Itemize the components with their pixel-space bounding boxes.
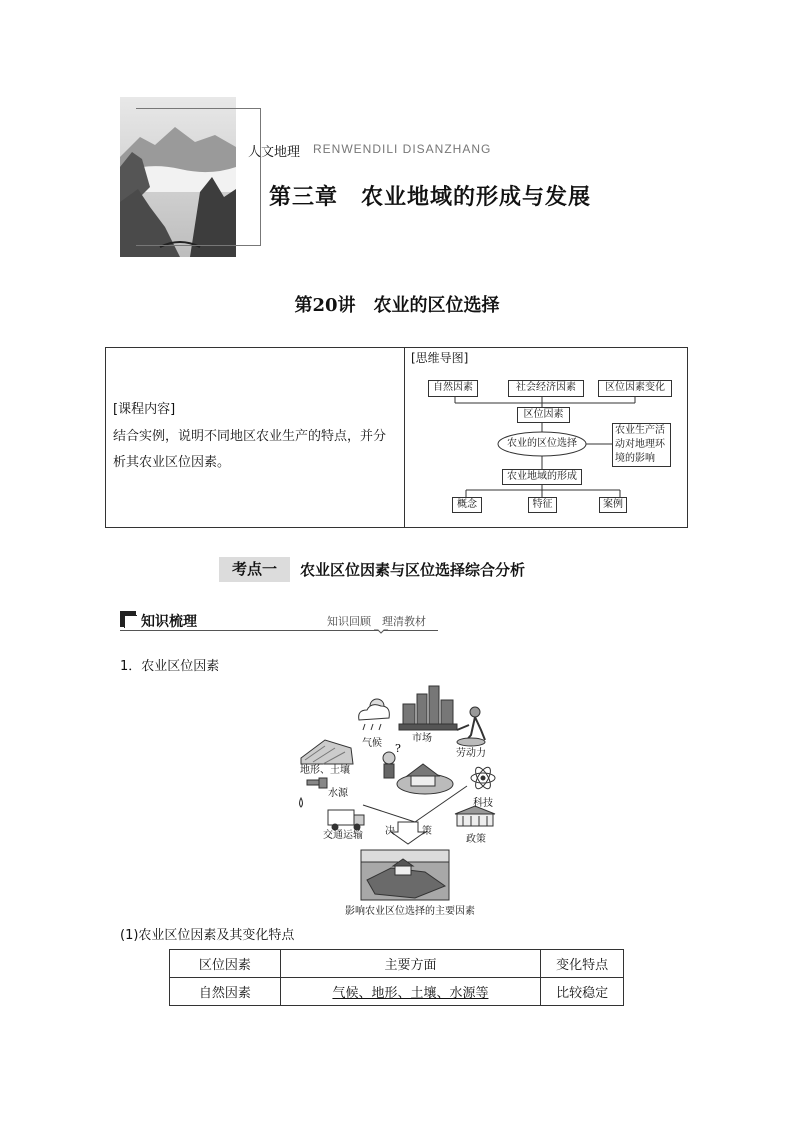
course-text: 结合实例，说明不同地区农业生产的特点，并分析其农业区位因素。 bbox=[113, 429, 387, 470]
mindmap-node-change: 区位因素变化 bbox=[598, 380, 672, 397]
decision-arrow-icon bbox=[391, 822, 425, 844]
tech-icon bbox=[471, 765, 495, 791]
table-header-row bbox=[170, 950, 624, 978]
rule-notch-icon bbox=[374, 627, 388, 634]
label-climate: 气候 bbox=[362, 738, 382, 749]
mindmap-node-formation: 农业地域的形成 bbox=[502, 469, 582, 485]
knowledge-rule bbox=[120, 630, 438, 631]
svg-text:?: ? bbox=[395, 742, 401, 755]
policy-icon bbox=[455, 806, 495, 826]
mindmap-node-cases: 案例 bbox=[599, 497, 627, 513]
table-cell: 比较稳定 bbox=[541, 978, 624, 1006]
chapter-title: 第三章 农业地域的形成与发展 bbox=[269, 185, 592, 210]
market-icon bbox=[399, 686, 457, 730]
mindmap-node-natural: 自然因素 bbox=[428, 380, 478, 397]
kaodian-title: 农业区位因素与区位选择综合分析 bbox=[300, 561, 526, 579]
mindmap-node-concept: 概念 bbox=[452, 497, 482, 513]
label-labor: 劳动力 bbox=[456, 748, 486, 759]
label-water: 水源 bbox=[328, 788, 348, 799]
label-market: 市场 bbox=[412, 733, 432, 744]
farmhouse-icon bbox=[397, 764, 453, 794]
header-frame bbox=[136, 108, 261, 246]
kaodian-badge: 考点一 bbox=[219, 557, 290, 582]
table-header: 变化特点 bbox=[541, 950, 624, 978]
water-icon bbox=[300, 778, 328, 807]
mindmap-node-center: 农业的区位选择 bbox=[507, 438, 577, 449]
series-label: 人文地理 bbox=[248, 145, 301, 160]
subsection-heading: (1)农业区位因素及其变化特点 bbox=[120, 928, 295, 943]
knowledge-subtitle: 知识回顾 理清教材 bbox=[327, 615, 426, 628]
mindmap-node-socioeconomic: 社会经济因素 bbox=[508, 380, 584, 397]
course-heading: [课程内容] bbox=[113, 402, 176, 417]
farmer-icon bbox=[383, 742, 401, 778]
factors-table bbox=[169, 949, 624, 1006]
table-header: 区位因素 bbox=[170, 950, 281, 978]
farm-scene-image bbox=[361, 850, 449, 900]
table-row bbox=[170, 978, 624, 1006]
table-cell: 自然因素 bbox=[170, 978, 281, 1006]
label-tech: 科技 bbox=[473, 798, 493, 809]
label-decide-2: 策 bbox=[422, 826, 432, 837]
label-transport: 交通运输 bbox=[323, 830, 363, 841]
mindmap-node-impact: 农业生产活动对地理环境的影响 bbox=[612, 423, 671, 467]
knowledge-title: 知识梳理 bbox=[141, 614, 197, 630]
section1-heading: 1．农业区位因素 bbox=[120, 659, 220, 674]
table-header: 主要方面 bbox=[280, 950, 540, 978]
series-label-en: RENWENDILI DISANZHANG bbox=[313, 142, 492, 156]
labor-icon bbox=[457, 707, 485, 746]
figure-caption: 影响农业区位选择的主要因素 bbox=[345, 906, 475, 917]
mindmap-heading: [思维导图] bbox=[411, 351, 469, 365]
mindmap-node-factors: 区位因素 bbox=[517, 407, 570, 423]
label-policy: 政策 bbox=[466, 834, 486, 845]
mindmap-node-features: 特征 bbox=[528, 497, 557, 513]
label-decide-1: 决 bbox=[385, 826, 395, 837]
lecture-title: 第20讲 农业的区位选择 bbox=[294, 295, 500, 316]
table-cell: 气候、地形、土壤、水源等 bbox=[280, 978, 540, 1006]
climate-icon bbox=[359, 699, 390, 730]
label-terrain: 地形、土壤 bbox=[300, 765, 350, 776]
